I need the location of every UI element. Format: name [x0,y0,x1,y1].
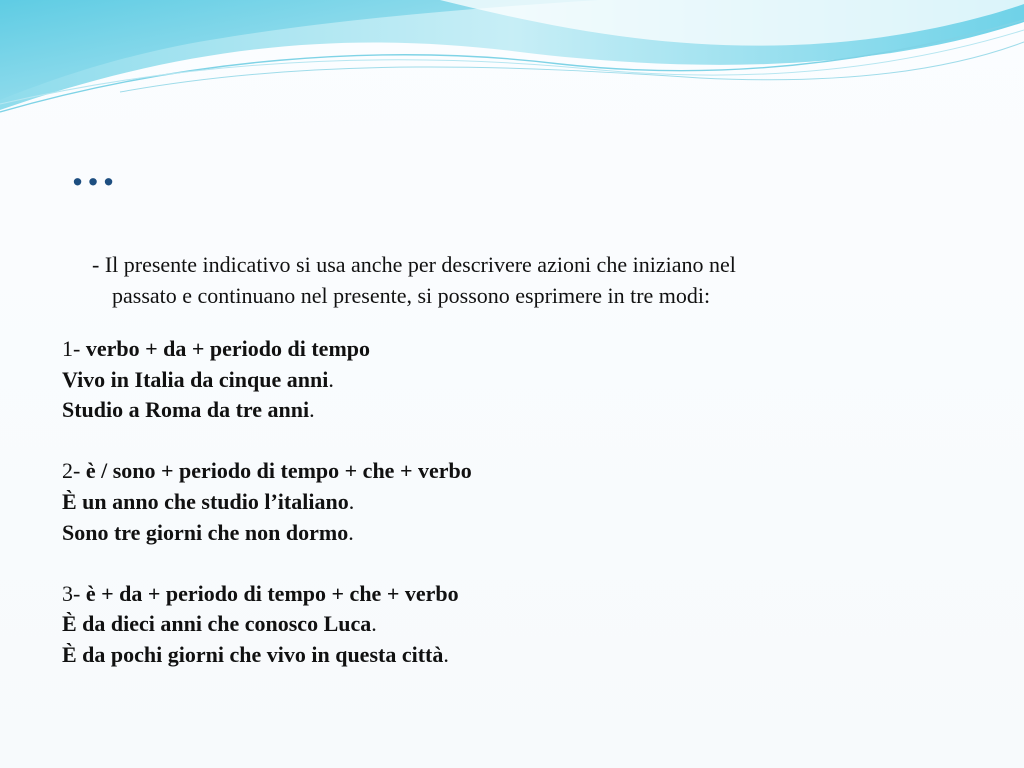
slide-title: … [70,144,118,195]
section-rule: è + da + periodo di tempo + che + verbo [85,580,459,606]
section-rule: verbo + da + periodo di tempo [85,336,371,361]
example-text: È un anno che studio l’italiano [62,488,349,514]
example-sentence [62,395,962,426]
section-heading [62,579,962,610]
example-end: . [328,366,334,392]
example-end: . [348,488,355,514]
intro-line-2: passato e continuano nel presente, si possono esprimere in tre modi: [112,283,711,308]
example-text: Sono tre giorni che non dormo [62,519,349,545]
intro-line-1: - Il presente indicativo si usa anche per descrivere azioni che iniziano nel [92,252,736,277]
section-rule: è / sono + periodo di tempo + che + verbo [85,458,472,484]
example-text: È da pochi giorni che vivo in questa città [62,641,444,667]
example-text: Studio a Roma da tre anni [62,397,310,423]
example-sentence [62,365,962,396]
section-heading [62,456,962,487]
top-wave-decoration [0,0,1024,130]
example-sentence [62,518,962,549]
section-heading [62,334,962,365]
example-end: . [309,397,315,423]
example-text: Vivo in Italia da cinque anni [62,366,329,392]
example-sentence [62,487,962,518]
section-number: 1- [62,336,81,361]
example-text: È da dieci anni che conosco Luca [62,611,372,637]
example-end: . [348,519,354,545]
examples-block [62,334,962,671]
section-number: 2- [62,458,81,484]
spacer [62,426,962,457]
example-sentence [62,609,962,640]
section-number: 3- [62,580,81,606]
example-end: . [443,641,449,667]
intro-paragraph [92,249,912,311]
example-end: . [371,611,377,637]
example-sentence [62,640,962,671]
spacer [62,548,962,579]
